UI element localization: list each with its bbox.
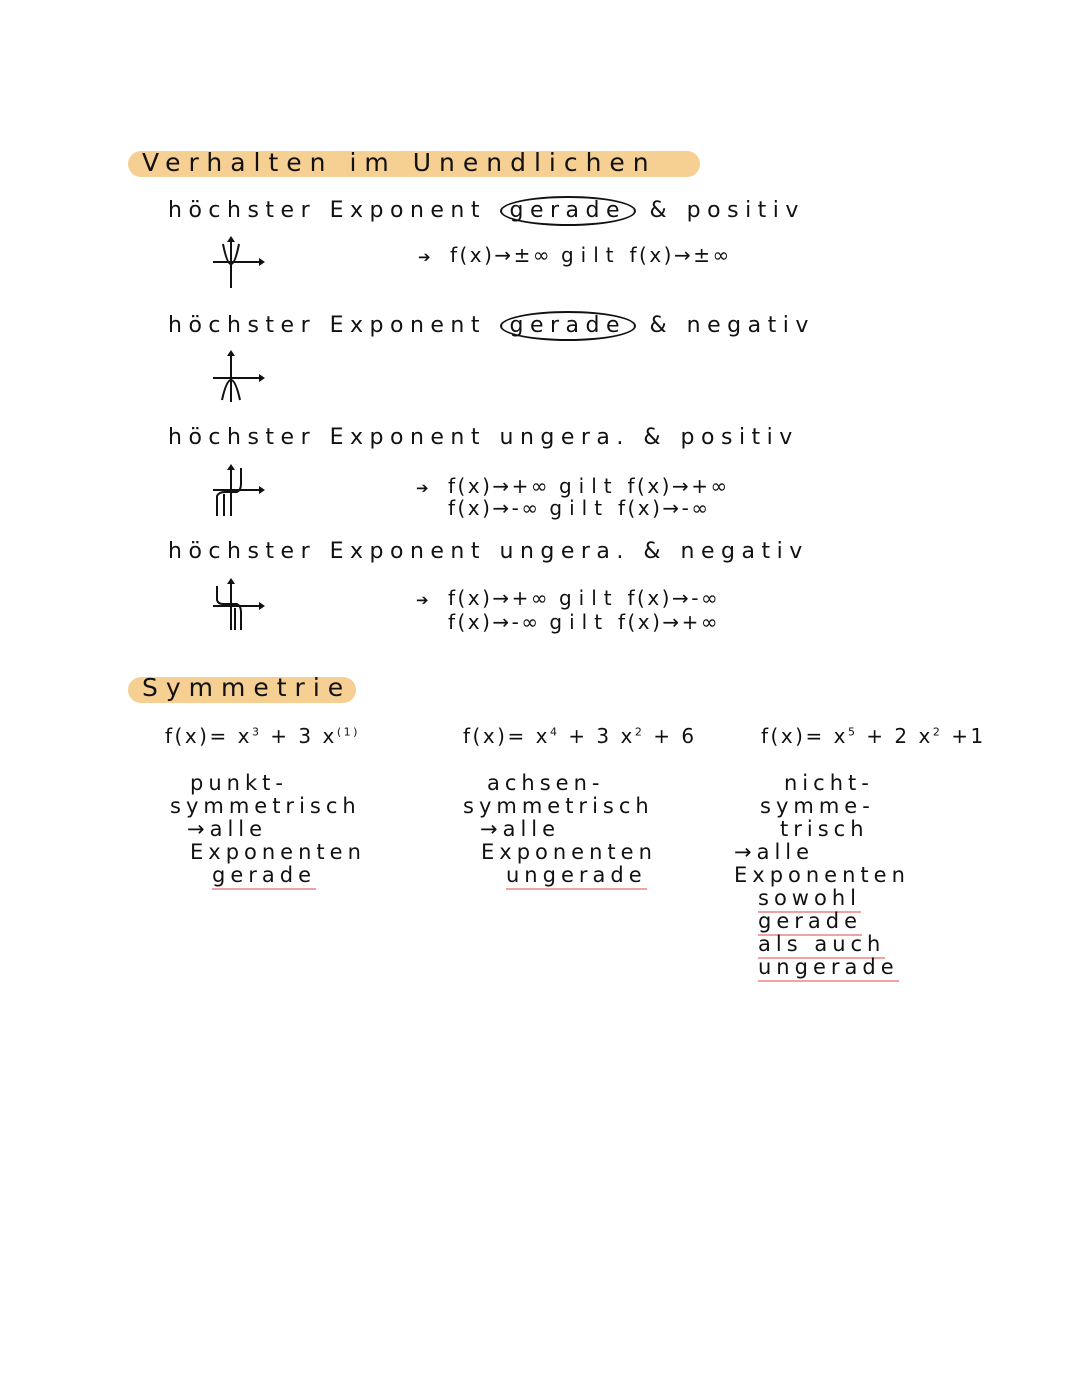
col2-line4: Exponenten [481, 840, 657, 864]
case2-heading [168, 311, 815, 341]
cubic-falling-icon [205, 578, 265, 632]
case4-heading [168, 539, 809, 564]
case1-sign: & positiv [649, 198, 805, 223]
case3-rule1: ➔ f(x)→+∞ gilt f(x)→+∞ [416, 474, 730, 498]
case4-rule2: f(x)→-∞ gilt f(x)→+∞ [447, 610, 721, 634]
case3-parity: ungera. [499, 425, 630, 450]
case2-parity: gerade [500, 311, 637, 341]
col1-line3: →alle [187, 817, 268, 841]
col2-line3: →alle [480, 817, 561, 841]
col3-ul2: gerade [758, 910, 862, 936]
col3-ul4: ungerade [758, 956, 899, 982]
parabola-up-icon [205, 236, 265, 290]
case3-sign: & positiv [643, 425, 799, 450]
case4-sign: & negativ [643, 539, 809, 564]
col1-line2: symmetrisch [170, 794, 361, 818]
case4-prefix: höchster Exponent [168, 539, 486, 564]
col1-line4: Exponenten [190, 840, 366, 864]
col2-line1: achsen- [487, 771, 605, 795]
col3-line4: →alle [734, 840, 815, 864]
col1-line1: punkt- [190, 771, 288, 795]
arrow-right-icon: ➔ [418, 248, 434, 266]
case2-prefix: höchster Exponent [168, 313, 486, 338]
col2-line5: ungerade [506, 864, 647, 890]
col3-ul3: als auch [758, 933, 885, 959]
formula-3: $f(x)= x^5 + 2$ $x^2 +1$ [761, 724, 986, 748]
case1-rule1: ➔ f(x)→±∞ gilt f(x)→±∞ [418, 243, 732, 267]
col3-line3: trisch [780, 817, 869, 841]
case2-sign: & negativ [649, 313, 815, 338]
col1-line5: gerade [212, 864, 316, 890]
case4-parity: ungera. [499, 539, 630, 564]
arrow-right-icon: ➔ [416, 479, 432, 497]
col3-ul1: sowohl [758, 887, 861, 913]
arrow-right-icon: ➔ [416, 591, 432, 609]
case4-rule1: ➔ f(x)→+∞ gilt f(x)→-∞ [416, 586, 721, 610]
section2-title: Symmetrie [142, 673, 352, 702]
case3-prefix: höchster Exponent [168, 425, 486, 450]
section1-title: Verhalten im Unendlichen [142, 148, 657, 177]
case1-parity: gerade [500, 196, 637, 226]
formula-2: $f(x)= x^4 + 3$ $x^2 + 6$ [463, 724, 697, 748]
case1-heading [168, 196, 805, 226]
col3-line2: symme- [760, 794, 875, 818]
case1-prefix: höchster Exponent [168, 198, 486, 223]
parabola-down-icon [205, 350, 265, 404]
cubic-rising-icon [205, 464, 265, 518]
col2-line2: symmetrisch [463, 794, 654, 818]
col3-line1: nicht- [784, 771, 874, 795]
col3-line5: Exponenten [734, 863, 910, 887]
case3-rule2: f(x)→-∞ gilt f(x)→-∞ [447, 496, 711, 520]
case3-heading [168, 425, 799, 450]
formula-1: $f(x)= x^3 + 3$ $x^{(1)}$ [165, 724, 360, 748]
